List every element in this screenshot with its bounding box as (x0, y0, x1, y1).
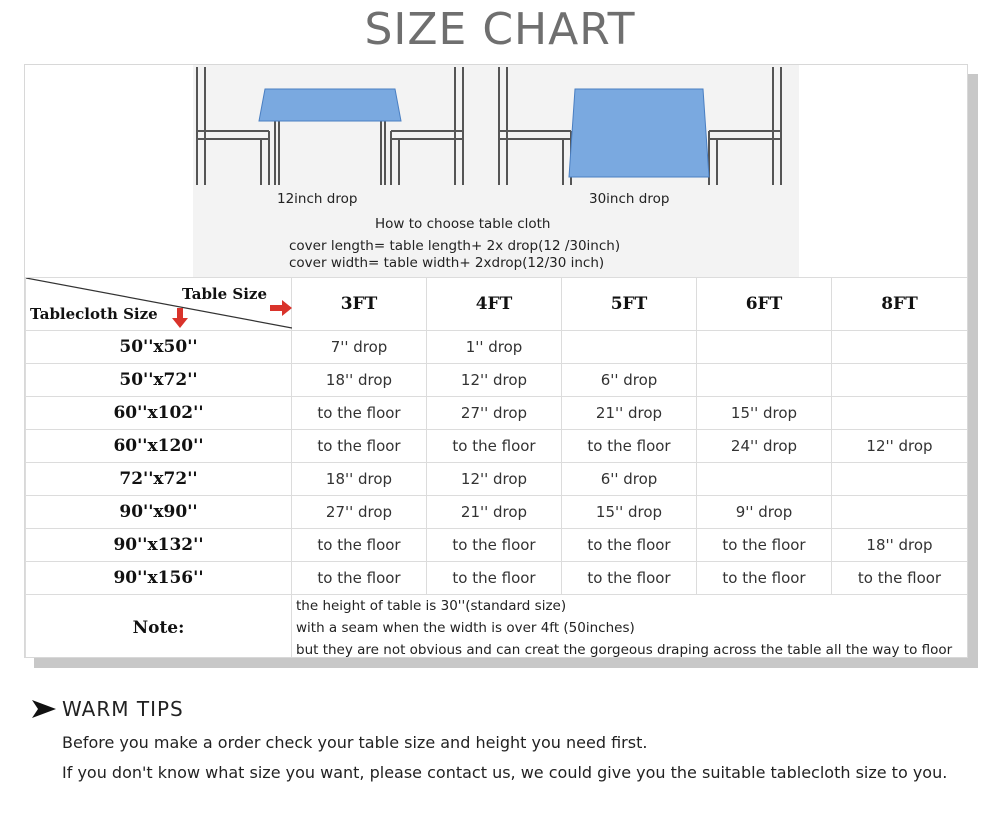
tablecloth-size-cell: 90''x132'' (26, 529, 292, 562)
drop-cell (832, 463, 968, 496)
arrow-right-icon (270, 300, 292, 316)
drop-cell: 18'' drop (292, 463, 427, 496)
drop-cell: to the floor (697, 529, 832, 562)
drop-cell: 18'' drop (292, 364, 427, 397)
drop-cell: 12'' drop (832, 430, 968, 463)
column-header: 8FT (832, 278, 968, 331)
drop-cell: 21'' drop (427, 496, 562, 529)
drop-cell: to the floor (292, 529, 427, 562)
drop-cell: to the floor (292, 397, 427, 430)
drop-cell: to the floor (697, 562, 832, 595)
arrowhead-icon (32, 700, 56, 718)
tablecloth-size-cell: 50''x50'' (26, 331, 292, 364)
note-label: Note: (26, 595, 292, 659)
warm-tips-title: WARM TIPS (62, 697, 184, 721)
formula-length: cover length= table length+ 2x drop(12 /30inch) (289, 238, 621, 254)
table-row (26, 331, 968, 364)
drop-cell: 15'' drop (697, 397, 832, 430)
table-row (26, 496, 968, 529)
drop-cell: 6'' drop (562, 364, 697, 397)
drop-cell: to the floor (832, 562, 968, 595)
tablecloth-size-cell: 60''x120'' (26, 430, 292, 463)
table-row (26, 364, 968, 397)
drop-cell: 18'' drop (832, 529, 968, 562)
page-title: SIZE CHART (364, 4, 636, 55)
tip-line-2: If you don't know what size you want, please contact us, we could give you the suitable tablecloth size to you. (62, 763, 948, 782)
right-drop-label: 30inch drop (589, 191, 670, 207)
drop-cell: to the floor (292, 562, 427, 595)
drop-cell: 27'' drop (292, 496, 427, 529)
drop-cell: 12'' drop (427, 463, 562, 496)
tablecloth-size-cell: 60''x102'' (26, 397, 292, 430)
column-header: 5FT (562, 278, 697, 331)
table-row (26, 397, 968, 430)
drop-cell (832, 331, 968, 364)
drop-cell: 21'' drop (562, 397, 697, 430)
diagram-heading: How to choose table cloth (375, 216, 551, 232)
drop-cell: to the floor (427, 562, 562, 595)
table-row (26, 430, 968, 463)
drop-cell (832, 397, 968, 430)
note-line: but they are not obvious and can creat the gorgeous draping across the table all the way to floor (296, 642, 953, 658)
drop-cell: to the floor (562, 430, 697, 463)
tablecloth-diagram (25, 65, 967, 277)
drop-cell: 1'' drop (427, 331, 562, 364)
column-header: 4FT (427, 278, 562, 331)
size-table (25, 277, 968, 658)
tablecloth-size-cell: 72''x72'' (26, 463, 292, 496)
drop-cell (832, 496, 968, 529)
formula-width: cover width= table width+ 2xdrop(12/30 inch) (289, 255, 605, 271)
note-line: the height of table is 30''(standard size) (296, 598, 567, 614)
drop-cell (697, 463, 832, 496)
drop-cell: to the floor (562, 562, 697, 595)
column-header: 3FT (292, 278, 427, 331)
drop-cell: to the floor (292, 430, 427, 463)
drop-cell (697, 331, 832, 364)
table-row (26, 463, 968, 496)
note-row (26, 595, 968, 659)
drop-cell (832, 364, 968, 397)
drop-cell: 24'' drop (697, 430, 832, 463)
tip-line-1: Before you make a order check your table size and height you need first. (62, 733, 648, 752)
drop-cell: 6'' drop (562, 463, 697, 496)
drop-cell (562, 331, 697, 364)
left-drop-label: 12inch drop (277, 191, 358, 207)
tablecloth-size-cell: 90''x156'' (26, 562, 292, 595)
size-chart-card (24, 64, 968, 658)
note-text (292, 595, 968, 659)
drop-cell: to the floor (562, 529, 697, 562)
drop-cell: to the floor (427, 529, 562, 562)
drop-cell: to the floor (427, 430, 562, 463)
tablecloth-size-cell: 50''x72'' (26, 364, 292, 397)
tablecloth-size-label: Tablecloth Size (30, 305, 158, 323)
column-header: 6FT (697, 278, 832, 331)
corner-header (26, 278, 292, 331)
drop-cell (697, 364, 832, 397)
drop-cell: 27'' drop (427, 397, 562, 430)
table-row (26, 529, 968, 562)
drop-cell: 7'' drop (292, 331, 427, 364)
table-row (26, 562, 968, 595)
warm-tips-section (32, 697, 184, 721)
drop-cell: 9'' drop (697, 496, 832, 529)
note-line: with a seam when the width is over 4ft (50inches) (296, 620, 635, 636)
drop-cell: 15'' drop (562, 496, 697, 529)
table-size-label: Table Size (182, 285, 267, 303)
arrow-down-icon (172, 308, 188, 328)
tablecloth-size-cell: 90''x90'' (26, 496, 292, 529)
drop-cell: 12'' drop (427, 364, 562, 397)
